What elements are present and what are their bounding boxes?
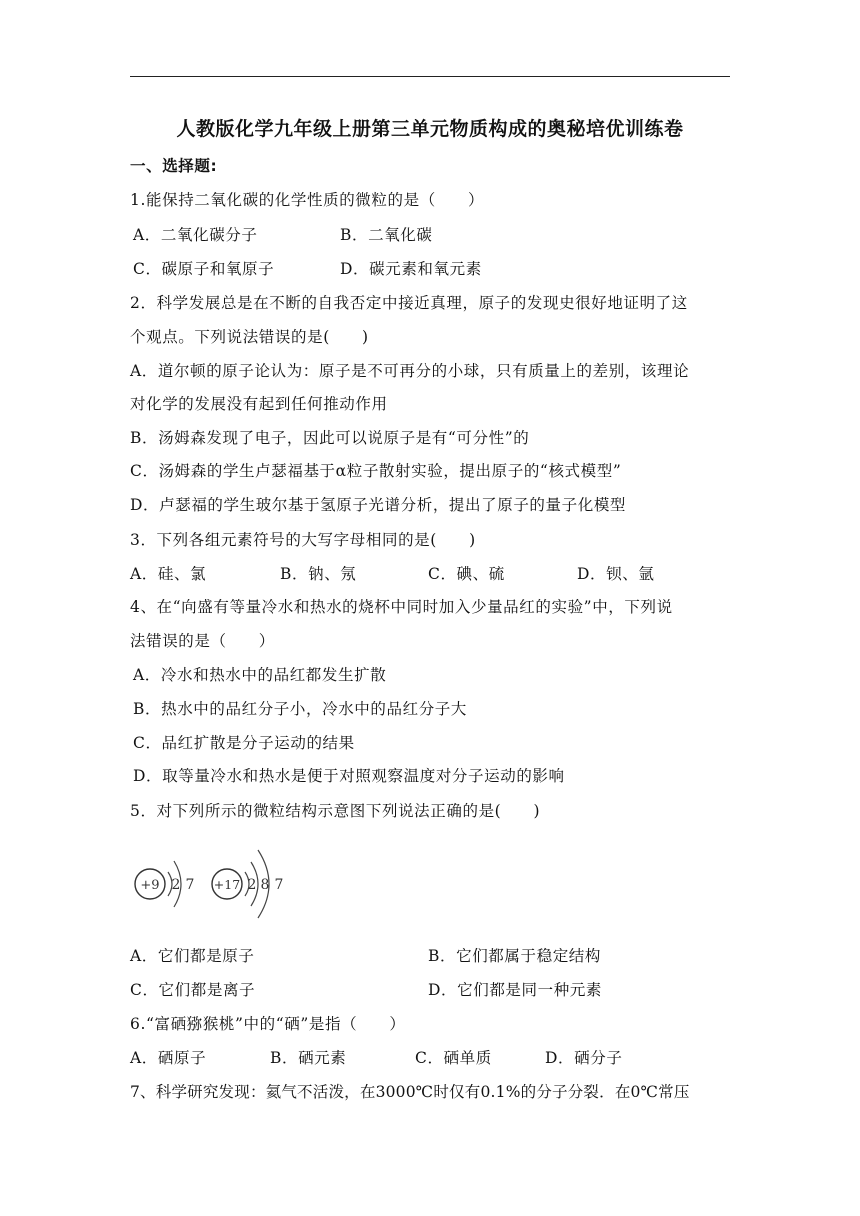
section-heading: 一、选择题: (130, 157, 218, 175)
q3-option-b: B．钠、氖 (280, 565, 357, 583)
q4-stem-line-1: 4、在“向盛有等量冷水和热水的烧杯中同时加入少量品红的实验”中，下列说 (130, 598, 673, 616)
q6-option-d: D．硒分子 (545, 1049, 623, 1067)
q5-option-b: B．它们都属于稳定结构 (428, 947, 601, 965)
q2-option-a-line-1: A．道尔顿的原子论认为：原子是不可再分的小球，只有质量上的差别，该理论 (130, 362, 690, 380)
q1-option-a: A．二氧化碳分子 (133, 226, 258, 244)
q1-option-d: D．碳元素和氧元素 (340, 260, 482, 278)
q1-stem: 1.能保持二氧化碳的化学性质的微粒的是（ ） (130, 191, 485, 209)
q2-stem-line-2: 个观点。下列说法错误的是( ) (130, 328, 369, 346)
atom-structure-diagram (128, 834, 298, 926)
atom-1-shell-2-count: 7 (185, 877, 195, 893)
q4-stem-line-2: 法错误的是（ ） (130, 632, 275, 650)
q4-option-d: D．取等量冷水和热水是便于对照观察温度对分子运动的影响 (133, 767, 565, 785)
atom-2-shell-1-count: 2 (247, 877, 257, 893)
q3-stem: 3．下列各组元素符号的大写字母相同的是( ) (130, 531, 476, 549)
atom-2-shell-3-count: 7 (274, 877, 284, 893)
q3-option-a: A．硅、氯 (130, 565, 207, 583)
header-rule (130, 76, 730, 77)
page-title: 人教版化学九年级上册第三单元物质构成的奥秘培优训练卷 (176, 118, 684, 140)
atom-2-nucleus-charge: +17 (213, 877, 241, 892)
q4-option-c: C．品红扩散是分子运动的结果 (133, 734, 355, 752)
atom-1-shell-1-count: 2 (171, 877, 181, 893)
q6-stem: 6.“富硒猕猴桃”中的“硒”是指（ ） (130, 1015, 406, 1033)
q3-option-c: C．碘、硫 (428, 565, 505, 583)
q2-option-a-line-2: 对化学的发展没有起到任何推动作用 (130, 395, 388, 413)
q2-stem-line-1: 2．科学发展总是在不断的自我否定中接近真理，原子的发现史很好地证明了这 (130, 294, 688, 312)
q3-option-d: D．钡、氩 (577, 565, 655, 583)
q5-option-c: C．它们都是离子 (130, 981, 256, 999)
q2-option-b: B．汤姆森发现了电子，因此可以说原子是有“可分性”的 (130, 429, 530, 447)
atom-1-nucleus-charge: +9 (140, 878, 160, 893)
q1-option-c: C．碳原子和氧原子 (133, 260, 275, 278)
q6-option-a: A．硒原子 (130, 1049, 207, 1067)
q5-stem: 5．对下列所示的微粒结构示意图下列说法正确的是( ) (130, 802, 541, 820)
q5-option-a: A．它们都是原子 (130, 947, 255, 965)
q6-option-b: B．硒元素 (270, 1049, 347, 1067)
atom-2-shell-2-count: 8 (260, 877, 270, 893)
q2-option-c: C．汤姆森的学生卢瑟福基于α粒子散射实验，提出原子的“核式模型” (130, 462, 622, 480)
q1-option-b: B．二氧化碳 (340, 226, 433, 244)
atom-2 (212, 850, 283, 918)
q4-option-a: A．冷水和热水中的品红都发生扩散 (133, 666, 387, 684)
atom-1 (135, 861, 194, 907)
q2-option-d: D．卢瑟福的学生玻尔基于氢原子光谱分析，提出了原子的量子化模型 (130, 496, 627, 514)
q6-option-c: C．硒单质 (415, 1049, 492, 1067)
q7-stem: 7、科学研究发现：氦气不活泼，在3000℃时仅有0.1%的分子分裂．在0℃常压 (130, 1083, 690, 1101)
q5-option-d: D．它们都是同一种元素 (428, 981, 603, 999)
q4-option-b: B．热水中的品红分子小，冷水中的品红分子大 (133, 700, 467, 718)
